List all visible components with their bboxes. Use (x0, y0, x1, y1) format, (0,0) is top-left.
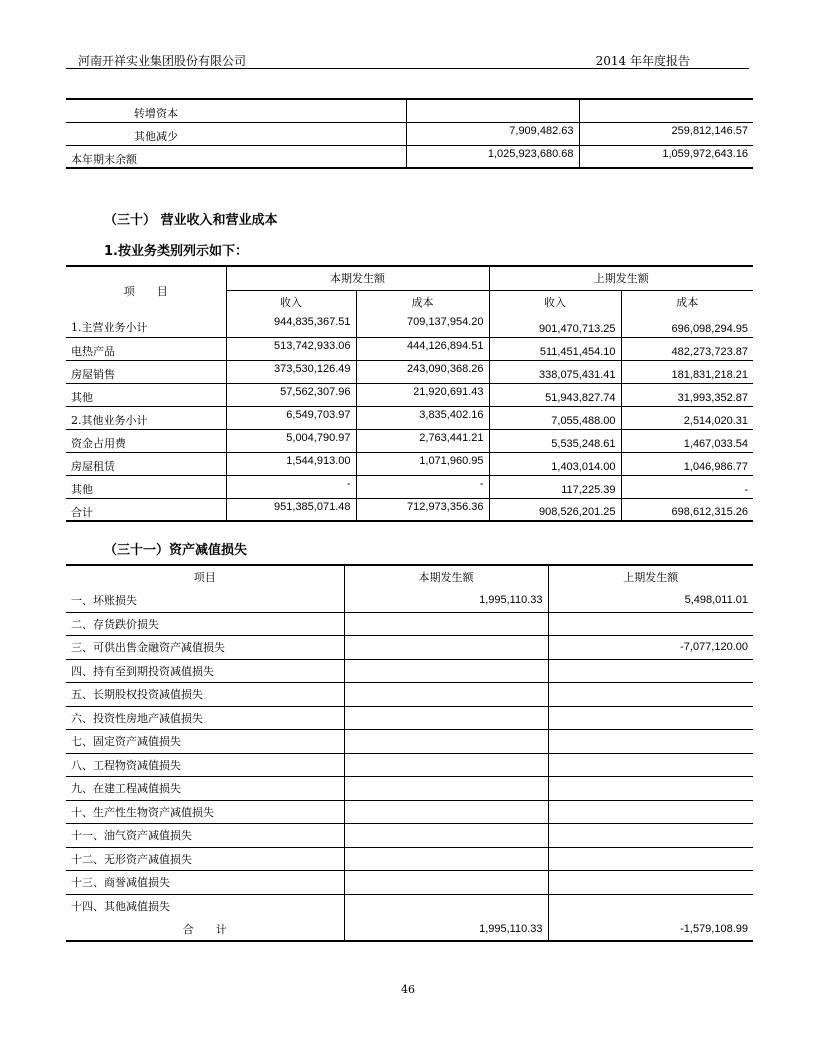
previous-value (548, 777, 753, 801)
prev-income-value: 7,055,488.00 (489, 406, 621, 429)
previous-value (548, 871, 753, 895)
row-label: 其他 (66, 383, 226, 406)
prev-income-value: 511,451,454.10 (489, 337, 621, 360)
prev-cost-value: 31,993,352.87 (621, 383, 753, 406)
previous-value: 5,498,011.01 (548, 589, 753, 613)
cur-income-value: 5,004,790.97 (226, 429, 356, 452)
table-row (66, 145, 753, 168)
current-value (344, 800, 548, 824)
table-row (66, 475, 753, 498)
table-row (66, 360, 753, 383)
cur-income-value: 6,549,703.97 (226, 406, 356, 429)
current-value (344, 683, 548, 707)
table-row (66, 894, 753, 918)
row-label: 一、坏账损失 (71, 594, 137, 607)
table-row (66, 99, 753, 122)
previous-value (548, 753, 753, 777)
table-row (66, 800, 753, 824)
previous-value (579, 99, 753, 122)
row-label: 十三、商誉减值损失 (66, 871, 344, 895)
header-previous-cost: 成本 (621, 290, 753, 314)
row-label: 五、长期股权投资减值损失 (66, 683, 344, 707)
current-value: 1,025,923,680.68 (406, 145, 579, 168)
cur-cost-value: 709,137,954.20 (356, 314, 489, 337)
prev-cost-value: - (621, 475, 753, 498)
table-row (66, 871, 753, 895)
current-value (406, 99, 579, 122)
page-number: 46 (401, 983, 415, 996)
previous-value (548, 659, 753, 683)
prev-income-value: 1,403,014.00 (489, 452, 621, 475)
previous-value (548, 683, 753, 707)
table-row (66, 122, 753, 145)
prev-cost-value: 698,612,315.26 (621, 498, 753, 521)
header-previous-period: 上期发生额 (548, 565, 753, 589)
cur-income-value: - (226, 475, 356, 498)
cur-income-value: 513,742,933.06 (226, 337, 356, 360)
row-label: 1.主营业务小计 (71, 321, 148, 334)
previous-value: 259,812,146.57 (579, 122, 753, 145)
current-value (344, 730, 548, 754)
row-label: 十、生产性生物资产减值损失 (66, 800, 344, 824)
row-label: 二、存货跌价损失 (66, 612, 344, 636)
header-item: 项 目 (123, 284, 168, 298)
prev-cost-value: 2,514,020.31 (621, 406, 753, 429)
prev-cost-value: 181,831,218.21 (621, 360, 753, 383)
cur-cost-value: 3,835,402.16 (356, 406, 489, 429)
table-row (66, 730, 753, 754)
prev-income-value: 908,526,201.25 (489, 498, 621, 521)
table-row (66, 314, 753, 337)
cur-income-value: 951,385,071.48 (226, 498, 356, 521)
header-previous-period: 上期发生额 (489, 266, 753, 290)
row-label: 电热产品 (66, 337, 226, 360)
prev-cost-value: 1,046,986.77 (621, 452, 753, 475)
current-value (344, 777, 548, 801)
header-current-period: 本期发生额 (226, 266, 489, 290)
cur-cost-value: - (356, 475, 489, 498)
table-row (66, 589, 753, 613)
current-value (344, 894, 548, 918)
prev-income-value: 5,535,248.61 (489, 429, 621, 452)
current-value (344, 871, 548, 895)
row-label: 房屋销售 (66, 360, 226, 383)
header-previous-income: 收入 (489, 290, 621, 314)
header-current-period: 本期发生额 (344, 565, 548, 589)
table-header-row (66, 266, 753, 290)
cur-cost-value: 444,126,894.51 (356, 337, 489, 360)
row-label: 2.其他业务小计 (66, 406, 226, 429)
table-row (66, 452, 753, 475)
table-total-row (66, 918, 753, 942)
table-row (66, 612, 753, 636)
revenue-cost-table (66, 265, 753, 522)
previous-value (548, 706, 753, 730)
current-value (344, 753, 548, 777)
previous-value (548, 894, 753, 918)
table-row (66, 777, 753, 801)
row-label: 九、在建工程减值损失 (66, 777, 344, 801)
table-row (66, 498, 753, 521)
section-30-title: （三十） 营业收入和营业成本 (104, 213, 278, 228)
section-30-subtitle: 1.按业务类别列示如下： (104, 244, 248, 259)
prev-cost-value: 1,467,033.54 (621, 429, 753, 452)
header-item: 项目 (193, 571, 216, 585)
prev-income-value: 51,943,827.74 (489, 383, 621, 406)
table-header-row (66, 565, 753, 589)
table-row (66, 847, 753, 871)
row-label: 三、可供出售金融资产减值损失 (66, 636, 344, 660)
total-previous: -1,579,108.99 (548, 918, 753, 942)
current-value (344, 847, 548, 871)
table-row (66, 683, 753, 707)
row-label: 七、固定资产减值损失 (66, 730, 344, 754)
cur-income-value: 57,562,307.96 (226, 383, 356, 406)
cur-cost-value: 1,071,960.95 (356, 452, 489, 475)
table-row (66, 659, 753, 683)
previous-value (548, 800, 753, 824)
cur-income-value: 944,835,367.51 (226, 314, 356, 337)
current-value (344, 824, 548, 848)
current-value (344, 612, 548, 636)
current-value (344, 659, 548, 683)
prev-income-value: 901,470,713.25 (489, 314, 621, 337)
row-label: 十四、其他减值损失 (66, 894, 344, 918)
row-label: 其他减少 (66, 122, 406, 145)
table-row (66, 383, 753, 406)
cur-cost-value: 712,973,356.36 (356, 498, 489, 521)
section-31-title: （三十一）资产减值损失 (104, 543, 248, 558)
prev-cost-value: 482,273,723.87 (621, 337, 753, 360)
prev-income-value: 338,075,431.41 (489, 360, 621, 383)
previous-value (548, 824, 753, 848)
cur-cost-value: 243,090,368.26 (356, 360, 489, 383)
table-row (66, 824, 753, 848)
table-row (66, 337, 753, 360)
previous-value (548, 730, 753, 754)
cur-cost-value: 21,920,691.43 (356, 383, 489, 406)
equity-continuation-table (66, 98, 753, 169)
header-current-cost: 成本 (356, 290, 489, 314)
previous-value: -7,077,120.00 (548, 636, 753, 660)
cur-cost-value: 2,763,441.21 (356, 429, 489, 452)
table-row (66, 706, 753, 730)
table-row (66, 636, 753, 660)
previous-value: 1,059,972,643.16 (579, 145, 753, 168)
row-label: 十二、无形资产减值损失 (66, 847, 344, 871)
row-label: 其他 (66, 475, 226, 498)
header-report-title: 2014 年年度报告 (595, 54, 690, 68)
row-label: 八、工程物资减值损失 (66, 753, 344, 777)
previous-value (548, 612, 753, 636)
current-value (344, 706, 548, 730)
row-label: 合计 (66, 498, 226, 521)
row-label: 资金占用费 (66, 429, 226, 452)
current-value: 1,995,110.33 (344, 589, 548, 613)
prev-cost-value: 696,098,294.95 (621, 314, 753, 337)
row-label: 转增资本 (134, 107, 178, 120)
row-label: 十一、油气资产减值损失 (66, 824, 344, 848)
row-label: 房屋租赁 (66, 452, 226, 475)
row-label: 四、持有至到期投资减值损失 (66, 659, 344, 683)
cur-income-value: 1,544,913.00 (226, 452, 356, 475)
table-row (66, 753, 753, 777)
previous-value (548, 847, 753, 871)
current-value (344, 636, 548, 660)
prev-income-value: 117,225.39 (489, 475, 621, 498)
header-company: 河南开祥实业集团股份有限公司 (78, 54, 247, 68)
header-divider (66, 68, 749, 69)
row-label: 本年期末余额 (66, 145, 406, 168)
table-row (66, 429, 753, 452)
row-label: 六、投资性房地产减值损失 (66, 706, 344, 730)
header-current-income: 收入 (226, 290, 356, 314)
total-label: 合 计 (182, 922, 227, 936)
current-value: 7,909,482.63 (406, 122, 579, 145)
total-current: 1,995,110.33 (344, 918, 548, 942)
impairment-loss-table (66, 564, 753, 942)
table-row (66, 406, 753, 429)
cur-income-value: 373,530,126.49 (226, 360, 356, 383)
